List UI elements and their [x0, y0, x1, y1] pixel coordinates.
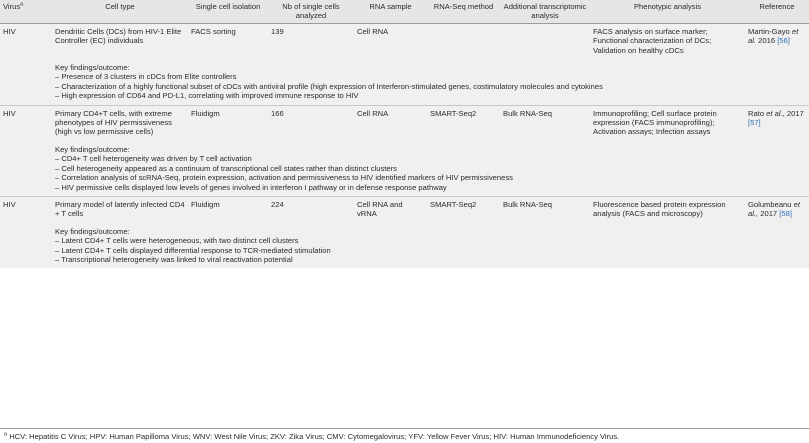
finding-item: – HIV permissive cells displayed low levels of genes involved in interferon I pathway or in defense response pathway	[55, 182, 447, 192]
finding-item: – High expression of CD64 and PD-L1, correlating with improved immune response to HIV	[55, 91, 359, 101]
cell-reference	[745, 105, 809, 137]
reference-link[interactable]: [57]	[748, 118, 761, 128]
cell-virus: HIV	[0, 196, 52, 218]
key-findings	[52, 219, 809, 269]
cell-virus: HIV	[0, 23, 52, 55]
key-findings	[52, 137, 809, 197]
cell-rnaseq-method: SMART-Seq2	[427, 105, 500, 137]
footnote-text: HCV: Hepatitis C Virus; HPV: Human Papilloma Virus; WNV: West Nile Virus; ZKV: Zika Virus; CMV: Cytomegalovirus; YFV: Yellow Fever Virus; HIV: Human Immunodeficiency Virus.	[9, 432, 620, 441]
finding-item: – Presence of 3 clusters in cDCs from Elite controllers	[55, 72, 237, 82]
key-findings-row	[0, 219, 809, 269]
key-findings-title: Key findings/outcome:	[55, 226, 130, 236]
ref-etal: et al.,	[766, 108, 785, 118]
cell-isolation: Fluidigm	[188, 105, 268, 137]
header-nb-cells: Nb of single cells analyzed	[268, 0, 354, 23]
cell-isolation: Fluidigm	[188, 196, 268, 218]
footnote-mark: a	[4, 431, 8, 438]
ref-etal: et al.,	[748, 199, 800, 219]
ref-year: 2016	[758, 36, 776, 46]
cell-type: Primary CD4+T cells, with extreme phenotypes of HIV permissiveness (high vs low permissive cells)	[52, 105, 188, 137]
ref-author: Golumbeanu	[748, 199, 792, 209]
header-rna-sample: RNA sample	[354, 0, 427, 23]
header-virus-label: Virus	[3, 2, 21, 11]
cell-rnaseq-method: SMART-Seq2	[427, 196, 500, 218]
header-cell-type: Cell type	[52, 0, 188, 23]
ref-etal: et al.	[748, 26, 799, 46]
finding-item: – Latent CD4+ T cells were heterogeneous, with two distinct cell clusters	[55, 236, 299, 246]
finding-item: – Transcriptional heterogeneity was linked to viral reactivation potential	[55, 254, 293, 264]
cell-phenotypic: Fluorescence based protein expression analysis (FACS and microscopy)	[590, 196, 745, 218]
header-rnaseq-method: RNA-Seq method	[427, 0, 500, 23]
header-phenotypic: Phenotypic analysis	[590, 0, 745, 23]
cell-virus: HIV	[0, 105, 52, 137]
key-findings-row	[0, 55, 809, 105]
key-findings-title: Key findings/outcome:	[55, 63, 130, 73]
table-row	[0, 196, 809, 218]
table-row	[0, 23, 809, 55]
finding-item: – Latent CD4+ T cells displayed differential response to TCR-mediated stimulation	[55, 245, 331, 255]
key-findings-row	[0, 137, 809, 197]
cell-rna-sample: Cell RNA	[354, 105, 427, 137]
key-findings	[52, 55, 809, 105]
header-reference: Reference	[745, 0, 809, 23]
table-row	[0, 105, 809, 137]
cell-rna-sample: Cell RNA and vRNA	[354, 196, 427, 218]
ref-author: Martin-Gayo	[748, 26, 790, 36]
header-row	[0, 0, 809, 23]
cell-phenotypic: FACS analysis on surface marker; Functional characterization of DCs; Validation on healthy cDCs	[590, 23, 745, 55]
finding-item: – Cell heterogeneity appeared as a continuum of transcriptional cell states rather than distinct clusters	[55, 163, 397, 173]
cell-type: Dendritic Cells (DCs) from HIV-1 Elite Controller (EC) individuals	[52, 23, 188, 55]
ref-year: 2017	[760, 209, 778, 219]
cell-nb-cells: 139	[268, 23, 354, 55]
cell-isolation: FACS sorting	[188, 23, 268, 55]
cell-additional	[500, 23, 590, 55]
finding-item: – CD4+ T cell heterogeneity was driven by T cell activation	[55, 154, 252, 164]
ref-author: Rato	[748, 108, 765, 118]
finding-item: – Characterization of a highly functional subset of cDCs with antiviral profile (high expression of Interferon-stimulated genes, costimulatory molecules and cytokines	[55, 81, 603, 91]
cell-reference	[745, 196, 809, 218]
table-footnote	[0, 428, 809, 441]
key-findings-title: Key findings/outcome:	[55, 144, 130, 154]
cell-type: Primary model of latently infected CD4 + T cells	[52, 196, 188, 218]
ref-year: 2017	[786, 108, 804, 118]
cell-nb-cells: 224	[268, 196, 354, 218]
header-isolation: Single cell isolation	[188, 0, 268, 23]
cell-nb-cells: 166	[268, 105, 354, 137]
cell-reference	[745, 23, 809, 55]
cell-additional: Bulk RNA-Seq	[500, 105, 590, 137]
cell-rnaseq-method	[427, 23, 500, 55]
finding-item: – Correlation analysis of scRNA-Seq, protein expression, activation and permissiveness to HIV identified markers of HIV permissiveness	[55, 173, 513, 183]
header-virus	[0, 0, 52, 23]
cell-additional: Bulk RNA-Seq	[500, 196, 590, 218]
reference-link[interactable]: [58]	[779, 209, 792, 219]
cell-phenotypic: Immunoprofiling; Cell surface protein expression (FACS immunoprofiling); Activation assays; Infection assays	[590, 105, 745, 137]
header-additional: Additional transcriptomic analysis	[500, 0, 590, 23]
footnote-marker: a	[20, 1, 24, 8]
cell-rna-sample: Cell RNA	[354, 23, 427, 55]
reference-link[interactable]: [56]	[777, 36, 790, 46]
